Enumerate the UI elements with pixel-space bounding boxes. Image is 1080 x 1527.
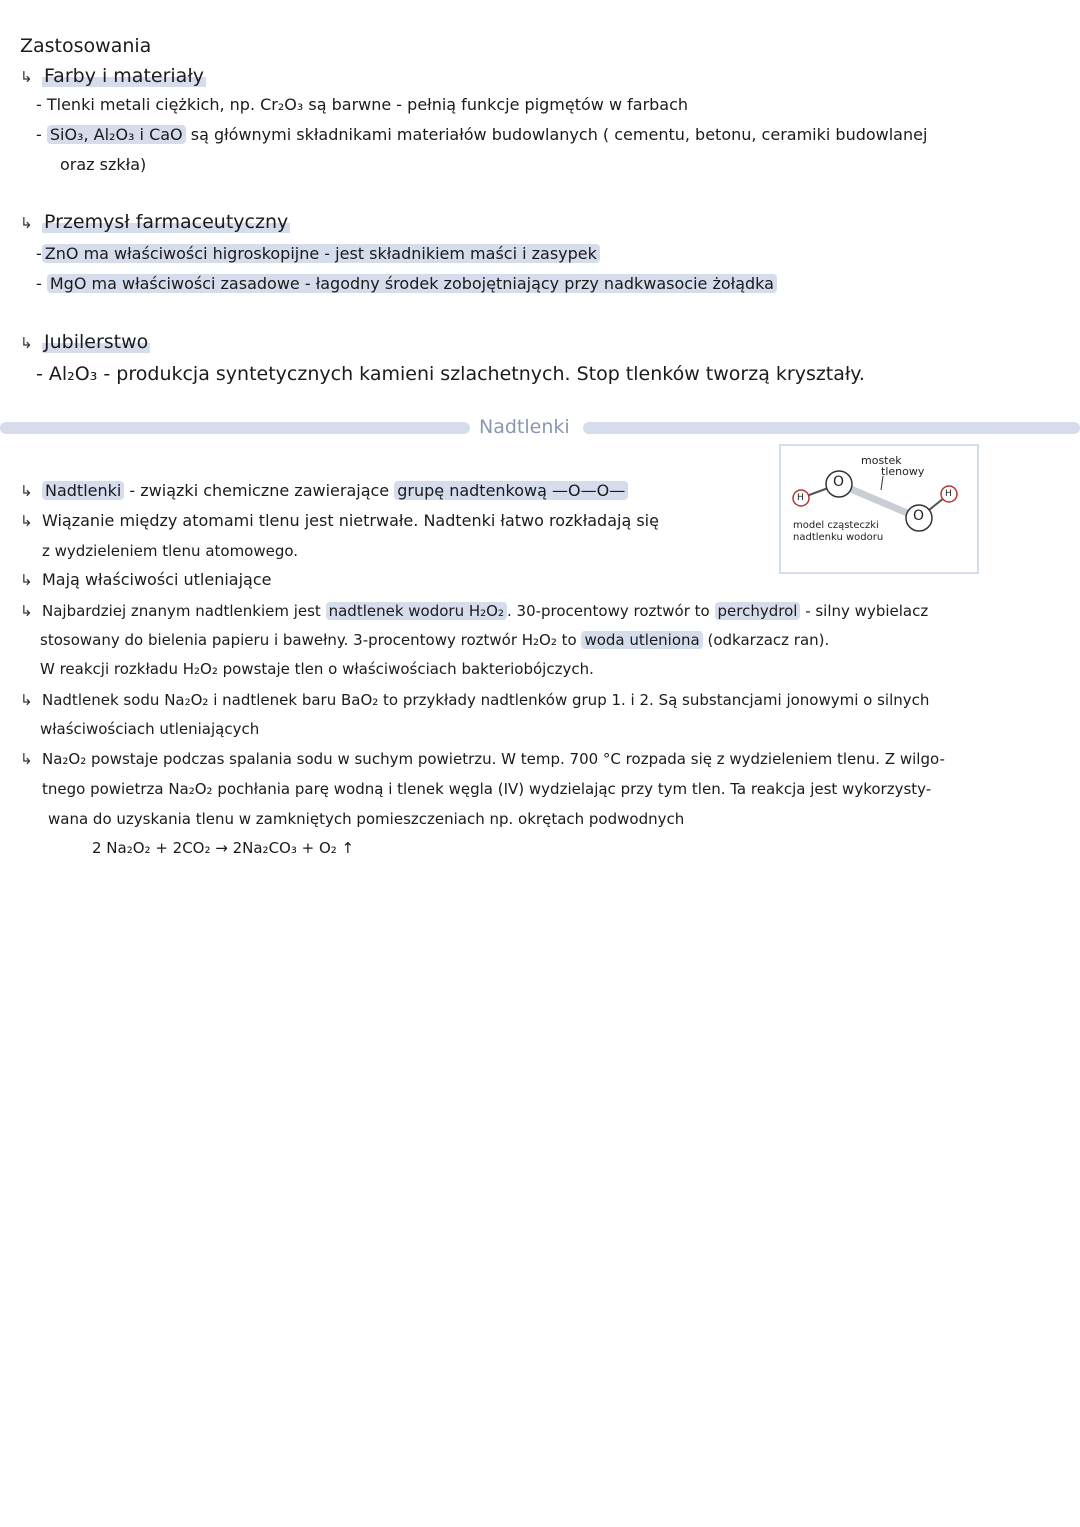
nadtlenki-line-9: właściwościach utleniających xyxy=(40,720,260,738)
line-5-mid: . 30-procentowy roztwór to xyxy=(506,602,715,620)
nadtlenki-line-12: wana do uzyskania tlenu w zamkniętych pomieszczeniach np. okrętach podwodnych xyxy=(48,810,685,828)
bridge-label-2: tlenowy xyxy=(881,465,925,478)
bullet-dash: - xyxy=(36,363,49,385)
farma-bullet-1 xyxy=(36,242,600,266)
section-title-zastosowania: Zastosowania xyxy=(20,35,152,57)
jubil-bullet-1 xyxy=(36,362,865,386)
nadtlenki-line-6 xyxy=(40,628,829,652)
arrow-icon: ↳ xyxy=(20,571,33,589)
farma-bullet-1-text: ZnO ma właściwości higroskopijne - jest składnikiem maści i zasypek xyxy=(42,244,600,263)
peroxide-molecule-diagram xyxy=(779,444,979,574)
line-6-post: (odkarzacz ran). xyxy=(702,631,830,649)
farma-bullet-2-text: MgO ma właściwości zasadowe - łagodny środek zobojętniający przy nadkwasocie żołądka xyxy=(47,274,777,293)
arrow-icon: ↳ xyxy=(20,68,33,86)
arrow-icon: ↳ xyxy=(20,750,33,768)
heading-farby-text: Farby i materiały xyxy=(44,65,204,87)
term-grupa: grupę nadtenkową —O—O— xyxy=(394,481,628,500)
term-nadtlenek-wodoru: nadtlenek wodoru H₂O₂ xyxy=(326,602,507,620)
bullet-dash: - xyxy=(36,274,47,293)
farby-bullet-2-rest: są głównymi składnikami materiałów budowlanych ( cementu, betonu, ceramiki budowlanej xyxy=(185,125,928,144)
heading-jubilerstwo xyxy=(20,330,150,355)
line-6-pre: stosowany do bielenia papieru i bawełny. 3-procentowy roztwór H₂O₂ to xyxy=(40,631,582,649)
line-4-text: Mają właściwości utleniające xyxy=(42,570,272,589)
farby-formulas: SiO₃, Al₂O₃ i CaO xyxy=(47,125,186,144)
heading-farma xyxy=(20,210,290,235)
jubil-bullet-1-text: Al₂O₃ - produkcja syntetycznych kamieni szlachetnych. Stop tlenków tworzą kryształy. xyxy=(48,363,865,385)
line-8-text: Nadtlenek sodu Na₂O₂ i nadtlenek baru BaO₂ to przykłady nadtlenków grup 1. i 2. Są substancjami jonowymi o silnych xyxy=(42,691,930,709)
heading-farby xyxy=(20,64,206,89)
section-divider-left xyxy=(0,422,470,434)
atom-label-o1: O xyxy=(833,474,845,490)
bridge-label-1: mostek xyxy=(861,454,902,467)
atom-label-h2: H xyxy=(945,489,952,499)
heading-jubilerstwo-text: Jubilerstwo xyxy=(44,331,149,353)
term-nadtlenki: Nadtlenki xyxy=(42,481,124,500)
heading-farma-text: Przemysł farmaceutyczny xyxy=(44,211,289,233)
nadtlenki-line-7: W reakcji rozkładu H₂O₂ powstaje tlen o właściwościach bakteriobójczych. xyxy=(40,660,594,678)
farma-bullet-2 xyxy=(36,272,777,296)
line-5-post: - silny wybielacz xyxy=(800,602,929,620)
farby-bullet-2 xyxy=(36,123,927,147)
bridge-pointer xyxy=(881,476,883,490)
nadtlenki-line-10 xyxy=(20,747,945,771)
section-title-nadtlenki: Nadtlenki xyxy=(479,416,570,438)
arrow-icon: ↳ xyxy=(20,691,33,709)
arrow-icon: ↳ xyxy=(20,334,33,352)
term-perhydrol: perchydrol xyxy=(715,602,801,620)
bullet-dash: - xyxy=(36,244,42,263)
arrow-icon: ↳ xyxy=(20,482,33,500)
nadtlenki-line-2 xyxy=(20,509,659,533)
arrow-icon: ↳ xyxy=(20,602,33,620)
nadtlenki-line-3: z wydzieleniem tlenu atomowego. xyxy=(42,542,299,560)
nadtlenki-line-1 xyxy=(20,479,628,503)
nadtlenki-line-4 xyxy=(20,568,271,592)
line-2-text: Wiązanie między atomami tlenu jest nietrwałe. Nadtenki łatwo rozkładają się xyxy=(42,511,659,530)
line-1-mid: - związki chemiczne zawierające xyxy=(124,481,395,500)
nadtlenki-line-8 xyxy=(20,688,929,712)
term-woda-utleniona: woda utleniona xyxy=(581,631,702,649)
atom-label-o2: O xyxy=(913,508,925,524)
farby-bullet-1: - Tlenki metali ciężkich, np. Cr₂O₃ są barwne - pełnią funkcje pigmętów w farbach xyxy=(36,95,689,114)
atom-label-h1: H xyxy=(797,493,804,503)
arrow-icon: ↳ xyxy=(20,214,33,232)
bullet-dash: - xyxy=(36,125,47,144)
farby-bullet-2-cont: oraz szkła) xyxy=(60,155,147,174)
section-divider-right xyxy=(583,422,1080,434)
nadtlenki-line-11: tnego powietrza Na₂O₂ pochłania parę wodną i tlenek węgla (IV) wydzielając przy tym tlen. Ta reakcja jest wykorzysty- xyxy=(42,780,932,798)
line-5-pre: Najbardziej znanym nadtlenkiem jest xyxy=(42,602,326,620)
caption-1: model cząsteczki xyxy=(793,520,879,531)
line-10-text: Na₂O₂ powstaje podczas spalania sodu w suchym powietrzu. W temp. 700 °C rozpada się z wydzieleniem tlenu. Z wilgo- xyxy=(42,750,945,768)
arrow-icon: ↳ xyxy=(20,512,33,530)
reaction-equation: 2 Na₂O₂ + 2CO₂ → 2Na₂CO₃ + O₂ ↑ xyxy=(92,839,355,857)
caption-2: nadtlenku wodoru xyxy=(793,532,884,543)
nadtlenki-line-5 xyxy=(20,599,928,623)
